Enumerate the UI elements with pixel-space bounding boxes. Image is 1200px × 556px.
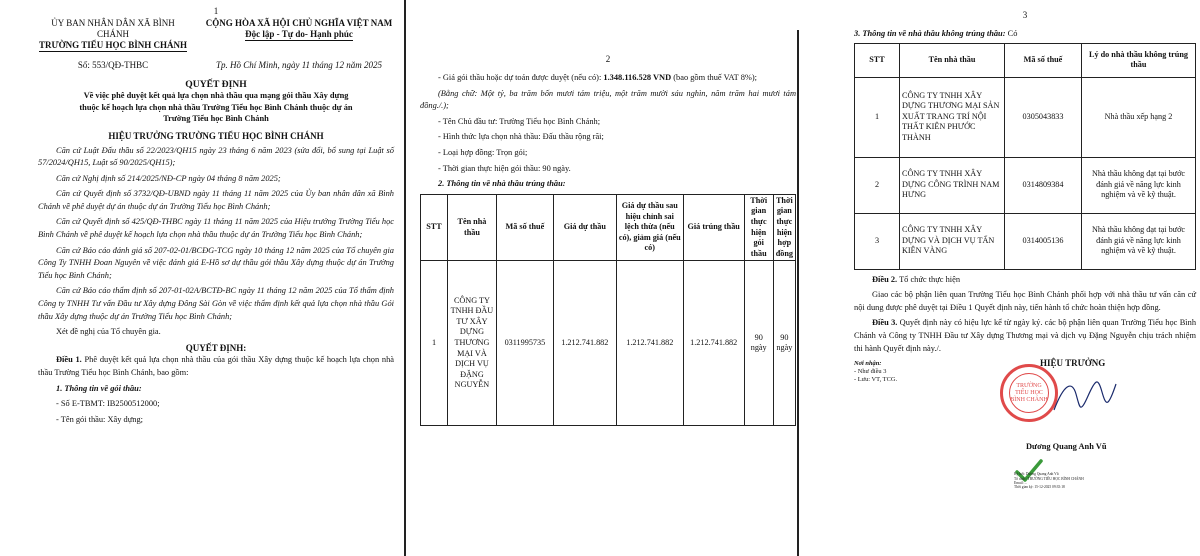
basis-item: Căn cứ Quyết định số 3732/QĐ-UBND ngày 11 tháng 11 năm 2025 của Ủy ban nhân dân xã Bình Chánh về phê duyệt dự án thuộc dự án Trường Tiểu học Bình Chánh; xyxy=(38,189,394,211)
page-number: 2 xyxy=(605,54,611,64)
col-header: Tên nhà thầu xyxy=(900,43,1005,77)
cell: 2 xyxy=(855,157,900,213)
article-2-label: Điều 2. xyxy=(872,274,898,284)
table-header-row xyxy=(855,43,1196,77)
winning-bidder-table xyxy=(420,194,796,427)
recipient-item: - Lưu: VT, TCG. xyxy=(854,376,898,384)
cell: CÔNG TY TNHH XÂY DỰNG VÀ DỊCH VỤ TẤN KIÊN VÀNG xyxy=(900,213,1005,269)
cell: 90 ngày xyxy=(773,261,795,426)
col-header: Mã số thuế xyxy=(1005,43,1082,77)
issuer-line-2: TRƯỜNG TIỂU HỌC BÌNH CHÁNH xyxy=(38,40,188,50)
cell: 1.212.741.882 xyxy=(616,261,683,426)
col-header: Thời gian thực hiện gói thầu xyxy=(744,194,773,261)
list-item: - Loại hợp đồng: Trọn gói; xyxy=(438,147,528,157)
article-2-body: Giao các bộ phận liên quan Trường Tiểu học Bình Chánh phối hợp với nhà thầu tư vấn căn cứ nội dung được phê duyệt tại Điều 1 Quyết định này, tiến hành tổ chức hoàn thiện hợp đồng. xyxy=(854,290,1196,312)
decides-heading: QUYẾT ĐỊNH: xyxy=(185,342,247,353)
authority: HIỆU TRƯỞNG TRƯỜNG TIỂU HỌC BÌNH CHÁNH xyxy=(108,130,324,141)
article-2-text: Tổ chức thực hiện xyxy=(897,274,961,284)
page-1 xyxy=(0,0,400,556)
cell: 0311995735 xyxy=(496,261,553,426)
table-row xyxy=(421,261,796,426)
doc-title: QUYẾT ĐỊNH xyxy=(185,79,247,90)
signature-block xyxy=(854,358,1196,518)
page-edge xyxy=(404,0,406,556)
recipient-item: - Như điều 3 xyxy=(854,368,887,376)
signer-title: HIỆU TRƯỞNG xyxy=(1040,358,1106,369)
issuer-line-1: ỦY BAN NHÂN DÂN XÃ BÌNH CHÁNH xyxy=(51,18,175,39)
article-3-label: Điều 3. xyxy=(872,318,898,328)
page-2 xyxy=(410,0,802,556)
article-2 xyxy=(854,274,1196,287)
article-1-label: Điều 1. xyxy=(56,355,82,365)
col-header: Giá dự thầu sau hiệu chỉnh sai lệch thừa (nếu có), giảm giá (nếu có) xyxy=(616,194,683,261)
section-2-heading: 2. Thông tin về nhà thầu trúng thầu: xyxy=(438,179,566,189)
cell: CÔNG TY TNHH XÂY DỰNG THƯƠNG MẠI SẢN XUẤT TRANG TRÍ NỘI THẤT KIÊN PHƯỚC THÀNH xyxy=(900,77,1005,157)
doc-number: Số: 553/QĐ-THBC xyxy=(77,60,149,70)
price-suffix: (bao gồm thuế VAT 8%); xyxy=(671,73,757,82)
basis-item: Căn cứ Báo cáo thẩm định số 207-01-02A/BCTĐ-BC ngày 11 tháng 12 năm 2025 của Tổ thẩm định Công ty TNHH Tư vấn Đầu tư Xây dựng Đông Sài Gòn về việc thẩm định kết quả lựa chọn nhà thầu Gói thầu Xây dựng thuộc dự án Trường Tiểu học Bình Chánh; xyxy=(38,286,394,321)
digital-signature-info xyxy=(1014,472,1164,490)
subject-line-1: Về việc phê duyệt kết quả lựa chọn nhà thầu qua mạng gói thầu Xây dựng xyxy=(83,91,349,100)
cell: 0314809384 xyxy=(1005,157,1082,213)
cell: Nhà thầu không đạt tại bước đánh giá về năng lực kinh nghiệm và về kỹ thuật. xyxy=(1082,157,1196,213)
col-header: Thời gian thực hiện hợp đồng xyxy=(773,194,795,261)
subject-line-3: Trường Tiểu học Bình Chánh xyxy=(163,114,269,123)
national-motto: Độc lập - Tự do- Hạnh phúc xyxy=(245,29,353,39)
list-item: - Số E-TBMT: IB2500512000; xyxy=(56,399,160,409)
col-header: Mã số thuế xyxy=(496,194,553,261)
basis-item: Căn cứ Nghị định số 214/2025/NĐ-CP ngày 04 tháng 8 năm 2025; xyxy=(56,173,281,183)
digital-sig-line: Thời gian ký: 15-12-2025 09:35:18 xyxy=(1014,485,1065,490)
cell: Nhà thầu không đạt tại bước đánh giá về năng lực kinh nghiệm và về kỹ thuật. xyxy=(1082,213,1196,269)
cell: Nhà thầu xếp hạng 2 xyxy=(1082,77,1196,157)
price-label: - Giá gói thầu hoặc dự toán được duyệt (nếu có): xyxy=(438,73,604,82)
price-value: 1.348.116.528 VND xyxy=(603,73,672,82)
doc-meta xyxy=(38,60,394,71)
price-in-words: (Bằng chữ: Một tỷ, ba trăm bốn mươi tám triệu, một trăm mười sáu nghìn, năm trăm hai mươi tám đồng./.); xyxy=(420,88,796,111)
basis-item: Căn cứ Quyết định số 425/QĐ-THBC ngày 11 tháng 11 năm 2025 của Hiệu trưởng Trường Tiểu học Bình Chánh về phê duyệt kế hoạch lựa chọn nhà thầu thuộc dự án Trường Tiểu học Bình Chánh; xyxy=(38,217,394,240)
digital-sig-line: Tổ chức: TRƯỜNG TIỂU HỌC BÌNH CHÁNH xyxy=(1014,476,1084,481)
section-3-heading xyxy=(854,28,1196,41)
cell: 0314005136 xyxy=(1005,213,1082,269)
document-header xyxy=(38,18,394,52)
basis-item: Căn cứ Báo cáo đánh giá số 207-02-01/BCĐG-TCG ngày 10 tháng 12 năm 2025 của Tổ chuyên gia Công Ty TNHH Đoan Nguyên về việc đánh giá E-Hồ sơ dự thầu gói thầu Xây dựng thuộc dự án Trường Tiểu học Bình Chánh; xyxy=(38,245,394,280)
proposal: Xét đề nghị của Tổ chuyên gia. xyxy=(56,327,161,337)
digital-sig-line: Email: ... xyxy=(1014,480,1028,485)
place-date: Tp. Hồ Chí Minh, ngày 11 tháng 12 năm 2025 xyxy=(215,60,383,70)
cell: 1 xyxy=(421,261,448,426)
article-3 xyxy=(854,317,1196,355)
page-gap xyxy=(802,0,810,556)
cell: 0305043833 xyxy=(1005,77,1082,157)
col-header: Giá trúng thầu xyxy=(683,194,744,261)
digital-sig-line: Ký bởi: Dương Quang Anh Vũ xyxy=(1014,472,1059,477)
cell: 1 xyxy=(855,77,900,157)
page-number: 3 xyxy=(1022,10,1028,20)
cell: CÔNG TY TNHH ĐẦU TƯ XÂY DỰNG THƯƠNG MẠI VÀ DỊCH VỤ ĐẶNG NGUYỄN xyxy=(447,261,496,426)
article-3-text: Quyết định này có hiệu lực kể từ ngày ký. các bộ phận liên quan Trường Tiểu học Bình Chánh và Công ty TNHH Đầu tư Xây dựng Thương mại và dịch vụ Đặng Nguyễn chịu trách nhiệm thi hành Quyết định này./. xyxy=(854,318,1197,353)
table-row xyxy=(855,77,1196,157)
national-title: CỘNG HÒA XÃ HỘI CHỦ NGHĨA VIỆT NAM xyxy=(205,18,393,28)
col-header: Giá dự thầu xyxy=(553,194,616,261)
doc-subject xyxy=(38,90,394,125)
signer-name: Dương Quang Anh Vũ xyxy=(1026,442,1107,452)
subject-line-2: thuộc kế hoạch lựa chọn nhà thầu Trường Tiểu học Bình Chánh thuộc dự án xyxy=(79,102,353,112)
col-header: STT xyxy=(421,194,448,261)
list-item: - Thời gian thực hiện gói thầu: 90 ngày. xyxy=(438,163,571,173)
section-3-value: Có xyxy=(1005,29,1018,38)
article-1-text: Phê duyệt kết quả lựa chọn nhà thầu của gói thầu Xây dựng thuộc kế hoạch lựa chọn nhà thầu Trường Tiểu học Bình Chánh, bao gồm: xyxy=(38,355,394,377)
list-item: - Tên gói thầu: Xây dựng; xyxy=(56,414,143,424)
page-edge xyxy=(797,30,799,556)
table-row xyxy=(855,213,1196,269)
cell: 90 ngày xyxy=(744,261,773,426)
col-header: STT xyxy=(855,43,900,77)
page-number: 1 xyxy=(213,6,219,16)
article-1 xyxy=(38,354,394,379)
recipients xyxy=(854,360,897,384)
page-3 xyxy=(810,0,1200,556)
basis-item: Căn cứ Luật Đấu thầu số 22/2023/QH15 ngày 23 tháng 6 năm 2023 (sửa đổi, bổ sung tại Luật số 57/2024/QH15, Luật số 90/2025/QH15); xyxy=(38,145,394,168)
handwritten-signature xyxy=(1050,374,1120,418)
section-3-label: 3. Thông tin về nhà thầu không trúng thầu: xyxy=(854,29,1006,38)
cell: 1.212.741.882 xyxy=(553,261,616,426)
table-header-row xyxy=(421,194,796,261)
table-row xyxy=(855,157,1196,213)
section-1-heading: 1. Thông tin về gói thầu: xyxy=(56,383,142,393)
seal-text: TRƯỜNG TIỂU HỌC BÌNH CHÁNH xyxy=(1010,382,1048,403)
col-header: Lý do nhà thầu không trúng thầu xyxy=(1082,43,1196,77)
legal-bases xyxy=(38,145,394,324)
cell: 1.212.741.882 xyxy=(683,261,744,426)
losing-bidders-table xyxy=(854,43,1196,270)
list-item: - Hình thức lựa chọn nhà thầu: Đấu thầu rộng rãi; xyxy=(438,132,604,142)
package-price xyxy=(420,72,796,85)
cell: CÔNG TY TNHH XÂY DỰNG CÔNG TRÌNH NAM HƯNG xyxy=(900,157,1005,213)
col-header: Tên nhà thầu xyxy=(447,194,496,261)
recipients-label: Nơi nhận: xyxy=(854,360,882,368)
list-item: - Tên Chủ đầu tư: Trường Tiểu học Bình Chánh; xyxy=(438,116,601,126)
cell: 3 xyxy=(855,213,900,269)
